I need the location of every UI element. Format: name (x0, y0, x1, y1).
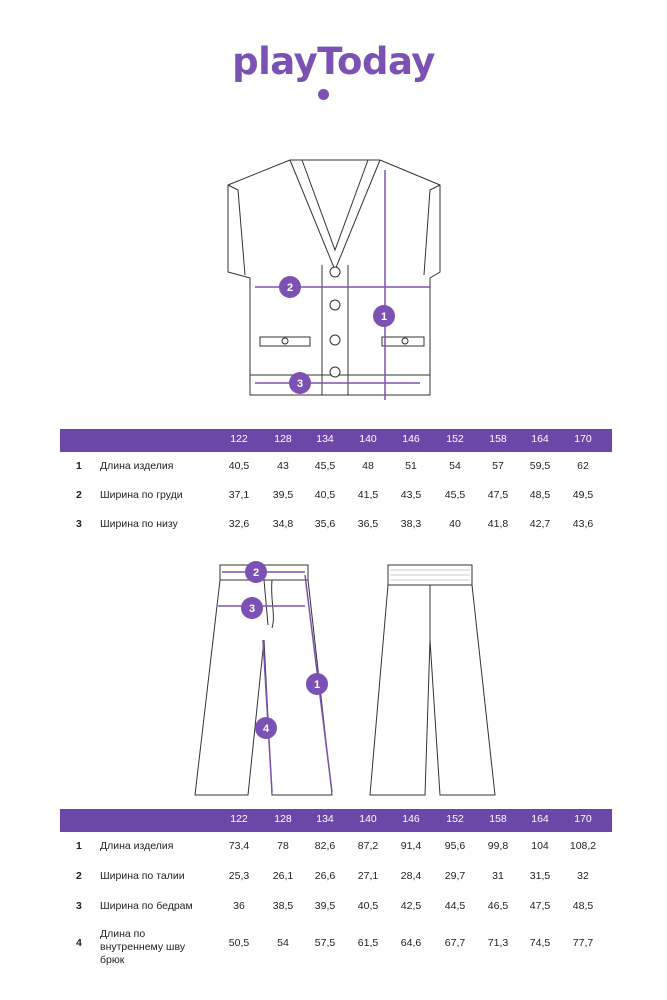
measurement-value: 45,5 (314, 460, 336, 472)
measurement-value: 99,8 (487, 840, 509, 852)
vest-size-header (60, 429, 612, 452)
measurement-value: 108,2 (569, 840, 597, 852)
measurement-value: 47,5 (487, 489, 509, 501)
measurement-value: 26,6 (314, 870, 336, 882)
measurement-value: 51 (405, 460, 417, 472)
measurement-value: 45,5 (444, 489, 466, 501)
measurement-label: Длина изделия (100, 840, 174, 852)
row-number: 3 (76, 900, 82, 912)
size-header-cell: 140 (359, 433, 377, 445)
measurement-value: 54 (277, 937, 289, 949)
size-header-cell: 164 (531, 813, 549, 825)
measurement-value: 38,3 (400, 518, 422, 530)
measurement-value: 61,5 (357, 937, 379, 949)
measurement-value: 40,5 (228, 460, 250, 472)
measurement-value: 57 (492, 460, 504, 472)
measurement-value: 59,5 (529, 460, 551, 472)
vest-drawing (0, 0, 667, 420)
size-header-cell: 122 (230, 813, 248, 825)
row-number: 2 (76, 489, 82, 501)
row-number: 3 (76, 518, 82, 530)
measurement-value: 39,5 (314, 900, 336, 912)
size-header-cell: 134 (316, 813, 334, 825)
measurement-value: 48 (362, 460, 374, 472)
measurement-value: 40,5 (314, 489, 336, 501)
measurement-value: 46,5 (487, 900, 509, 912)
measurement-value: 27,1 (357, 870, 379, 882)
measurement-value: 78 (277, 840, 289, 852)
measurement-value: 54 (449, 460, 461, 472)
measurement-value: 42,5 (400, 900, 422, 912)
size-header-cell: 140 (359, 813, 377, 825)
measurement-value: 36 (233, 900, 245, 912)
measurement-value: 36,5 (357, 518, 379, 530)
size-header-cell: 128 (274, 433, 292, 445)
size-header-cell: 122 (230, 433, 248, 445)
size-header-cell: 146 (402, 813, 420, 825)
measurement-value: 29,7 (444, 870, 466, 882)
measurement-value: 38,5 (272, 900, 294, 912)
measurement-value: 35,6 (314, 518, 336, 530)
pants-badge-2: 2 (252, 567, 260, 579)
measurement-label: Длина по внутреннему шву брюк (100, 928, 186, 966)
pants-badge-1: 1 (313, 679, 321, 691)
measurement-value: 43 (277, 460, 289, 472)
measurement-value: 43,6 (572, 518, 594, 530)
vest-badge-3: 3 (296, 378, 304, 390)
measurement-value: 25,3 (228, 870, 250, 882)
measurement-value: 41,5 (357, 489, 379, 501)
measurement-value: 32 (577, 870, 589, 882)
measurement-value: 48,5 (572, 900, 594, 912)
measurement-label: Ширина по талии (100, 870, 185, 882)
measurement-value: 44,5 (444, 900, 466, 912)
size-header-cell: 164 (531, 433, 549, 445)
measurement-value: 91,4 (400, 840, 422, 852)
measurement-value: 47,5 (529, 900, 551, 912)
measurement-label: Ширина по груди (100, 489, 183, 501)
row-number: 2 (76, 870, 82, 882)
measurement-value: 71,3 (487, 937, 509, 949)
size-header-cell: 170 (574, 433, 592, 445)
vest-badge-2: 2 (286, 282, 294, 294)
measurement-value: 82,6 (314, 840, 336, 852)
measurement-value: 62 (577, 460, 589, 472)
size-header-cell: 152 (446, 813, 464, 825)
measurement-label: Длина изделия (100, 460, 174, 472)
measurement-value: 42,7 (529, 518, 551, 530)
size-header-cell: 152 (446, 433, 464, 445)
measurement-value: 31,5 (529, 870, 551, 882)
measurement-value: 40,5 (357, 900, 379, 912)
size-header-cell: 134 (316, 433, 334, 445)
measurement-value: 40 (449, 518, 461, 530)
measurement-value: 64,6 (400, 937, 422, 949)
size-header-cell: 146 (402, 433, 420, 445)
measurement-value: 49,5 (572, 489, 594, 501)
brand-logo: playToday (232, 40, 435, 83)
pants-size-header (60, 809, 612, 832)
measurement-value: 104 (531, 840, 549, 852)
measurement-value: 32,6 (228, 518, 250, 530)
measurement-value: 67,7 (444, 937, 466, 949)
measurement-value: 57,5 (314, 937, 336, 949)
vest-badge-1: 1 (380, 311, 388, 323)
measurement-value: 77,7 (572, 937, 594, 949)
measurement-value: 37,1 (228, 489, 250, 501)
size-header-cell: 128 (274, 813, 292, 825)
size-header-cell: 158 (489, 433, 507, 445)
measurement-label: Ширина по бедрам (100, 900, 193, 912)
row-number: 1 (76, 460, 82, 472)
measurement-value: 28,4 (400, 870, 422, 882)
pants-drawing (0, 548, 667, 808)
measurement-value: 39,5 (272, 489, 294, 501)
measurement-value: 74,5 (529, 937, 551, 949)
measurement-value: 50,5 (228, 937, 250, 949)
measurement-value: 73,4 (228, 840, 250, 852)
pants-badge-3: 3 (248, 603, 256, 615)
measurement-value: 48,5 (529, 489, 551, 501)
pants-badge-4: 4 (262, 723, 270, 735)
measurement-value: 95,6 (444, 840, 466, 852)
measurement-value: 34,8 (272, 518, 294, 530)
measurement-value: 43,5 (400, 489, 422, 501)
size-header-cell: 158 (489, 813, 507, 825)
measurement-value: 41,8 (487, 518, 509, 530)
row-number: 1 (76, 840, 82, 852)
row-number: 4 (76, 937, 82, 949)
measurement-value: 31 (492, 870, 504, 882)
measurement-value: 26,1 (272, 870, 294, 882)
size-header-cell: 170 (574, 813, 592, 825)
measurement-value: 87,2 (357, 840, 379, 852)
measurement-label: Ширина по низу (100, 518, 178, 530)
